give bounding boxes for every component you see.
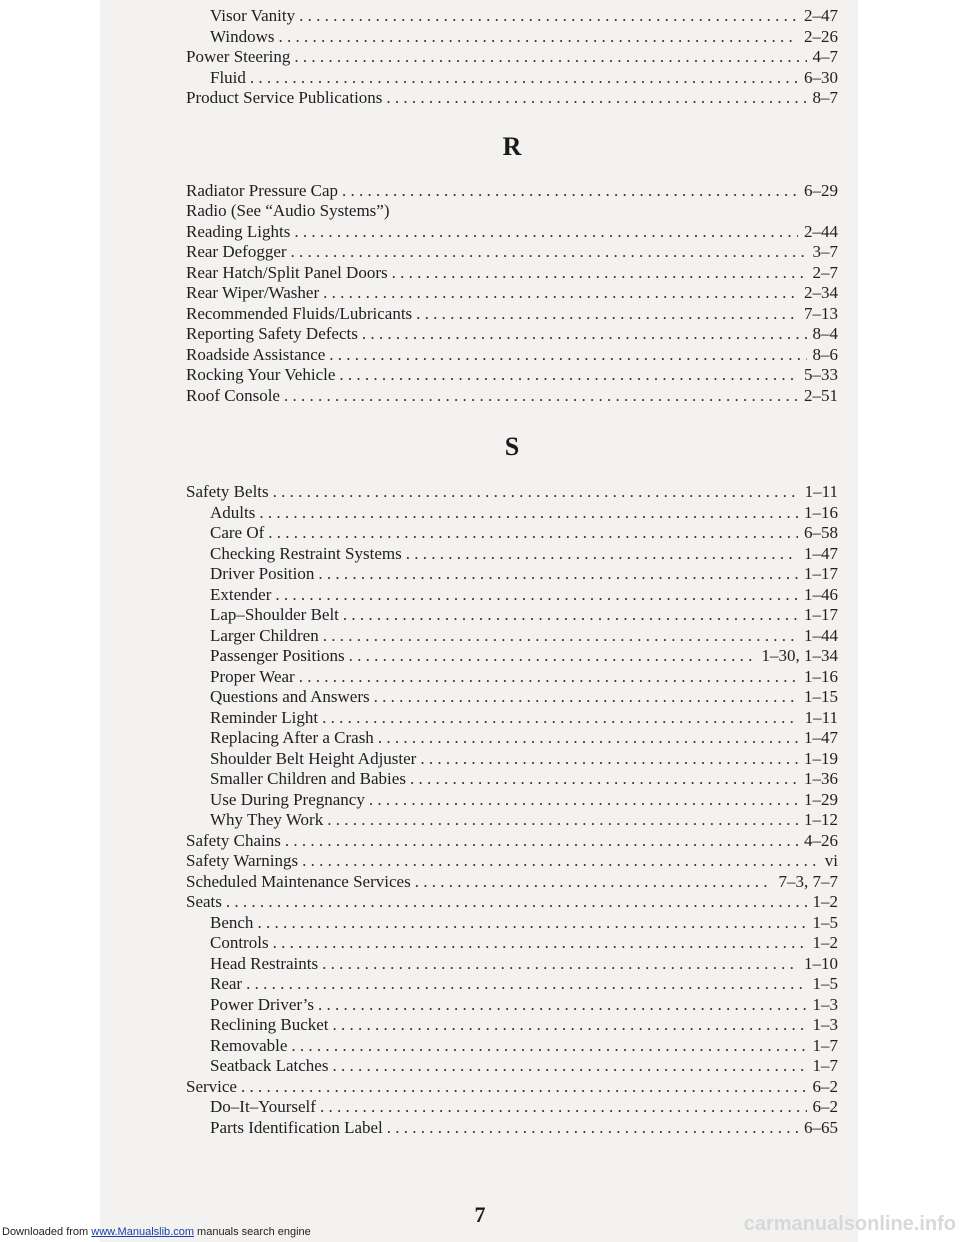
dot-leader bbox=[259, 503, 798, 524]
entry-page-ref: 1–3 bbox=[812, 1015, 838, 1034]
index-entry bbox=[186, 728, 838, 749]
index-entry bbox=[186, 304, 838, 325]
entry-page-ref: 1–29 bbox=[804, 789, 838, 809]
index-entry bbox=[186, 1036, 838, 1057]
entry-label: Reminder Light bbox=[210, 707, 319, 727]
dot-leader bbox=[323, 626, 798, 647]
dot-leader bbox=[257, 913, 806, 934]
entry-label: Replacing After a Crash bbox=[210, 728, 374, 747]
entry-page-ref: 5–33 bbox=[804, 365, 838, 384]
download-source-note bbox=[2, 1226, 311, 1238]
index-entry bbox=[186, 1097, 838, 1118]
top-entries bbox=[186, 6, 838, 109]
entry-page-ref: 1–44 bbox=[804, 625, 838, 645]
entry-label: Smaller Children and Babies bbox=[210, 769, 406, 788]
entry-label: Proper Wear bbox=[210, 666, 295, 686]
dot-leader bbox=[369, 790, 798, 811]
entry-label: Passenger Positions bbox=[210, 646, 345, 665]
index-entry bbox=[186, 283, 838, 304]
entry-page-ref: 1–2 bbox=[812, 933, 838, 952]
entry-page-ref: 1–16 bbox=[804, 666, 838, 686]
dot-leader bbox=[386, 88, 806, 109]
entry-page-ref: 6–29 bbox=[804, 180, 838, 200]
index-entry bbox=[186, 47, 838, 68]
entry-page-ref: 1–2 bbox=[812, 892, 838, 911]
section-r-entries bbox=[186, 181, 838, 407]
entry-label: Checking Restraint Systems bbox=[210, 543, 402, 563]
entry-page-ref: 1–3 bbox=[812, 994, 838, 1014]
entry-label: Larger Children bbox=[210, 625, 319, 645]
entry-page-ref: vi bbox=[824, 851, 838, 870]
entry-page-ref: 4–26 bbox=[804, 830, 838, 850]
index-entry bbox=[186, 503, 838, 524]
index-entry bbox=[186, 263, 838, 284]
entry-label: Radio (See “Audio Systems”) bbox=[186, 201, 390, 220]
dot-leader bbox=[273, 482, 799, 503]
dot-leader bbox=[378, 728, 798, 749]
entry-page-ref: 8–6 bbox=[812, 344, 838, 364]
index-entry bbox=[186, 974, 838, 995]
index-entry bbox=[186, 831, 838, 852]
entry-label: Safety Warnings bbox=[186, 851, 299, 870]
entry-label: Rocking Your Vehicle bbox=[186, 365, 336, 384]
index-entry bbox=[186, 708, 838, 729]
index-entry bbox=[186, 872, 838, 893]
dot-leader bbox=[275, 585, 798, 606]
entry-label: Roadside Assistance bbox=[186, 344, 326, 364]
index-entry bbox=[186, 345, 838, 366]
dot-leader bbox=[410, 769, 798, 790]
dot-leader bbox=[241, 1077, 807, 1098]
entry-label: Do–It–Yourself bbox=[210, 1097, 316, 1116]
dot-leader bbox=[268, 523, 798, 544]
dot-leader bbox=[415, 872, 773, 893]
page-number: 7 bbox=[474, 1202, 486, 1227]
entry-page-ref: 1–7 bbox=[812, 1035, 838, 1055]
dot-leader bbox=[285, 831, 798, 852]
section-heading-s: S bbox=[504, 432, 520, 461]
index-entry bbox=[186, 769, 838, 790]
dot-leader bbox=[362, 324, 807, 345]
index-entry bbox=[186, 667, 838, 688]
entry-page-ref: 1–17 bbox=[804, 605, 838, 624]
entry-label: Reporting Safety Defects bbox=[186, 324, 358, 343]
index-entry bbox=[186, 68, 838, 89]
dot-leader bbox=[392, 263, 807, 284]
entry-label: Reclining Bucket bbox=[210, 1015, 329, 1034]
dot-leader bbox=[318, 564, 798, 585]
entry-label: Rear Defogger bbox=[186, 242, 287, 261]
index-entry bbox=[186, 646, 838, 667]
index-column bbox=[186, 6, 838, 1138]
index-entry bbox=[186, 201, 838, 222]
index-entry bbox=[186, 626, 838, 647]
entry-page-ref: 2–47 bbox=[804, 6, 838, 25]
download-prefix: Downloaded from bbox=[2, 1226, 92, 1238]
index-entry bbox=[186, 687, 838, 708]
index-entry bbox=[186, 324, 838, 345]
entry-page-ref: 2–51 bbox=[804, 385, 838, 405]
entry-label: Shoulder Belt Height Adjuster bbox=[210, 748, 417, 768]
index-entry bbox=[186, 1015, 838, 1036]
index-entry bbox=[186, 6, 838, 27]
dot-leader bbox=[349, 646, 756, 667]
index-entry bbox=[186, 585, 838, 606]
entry-page-ref: 1–15 bbox=[804, 687, 838, 706]
entry-label: Bench bbox=[210, 912, 254, 932]
entry-page-ref: 4–7 bbox=[812, 47, 838, 66]
section-heading-r: R bbox=[502, 131, 522, 161]
index-entry bbox=[186, 810, 838, 831]
entry-label: Seats bbox=[186, 892, 222, 911]
entry-page-ref: 8–7 bbox=[812, 88, 838, 107]
dot-leader bbox=[250, 68, 798, 89]
entry-page-ref: 1–17 bbox=[804, 564, 838, 583]
entry-page-ref: 1–19 bbox=[804, 748, 838, 768]
download-suffix: manuals search engine bbox=[193, 1226, 311, 1238]
entry-page-ref: 6–30 bbox=[804, 67, 838, 87]
entry-label: Parts Identification Label bbox=[210, 1117, 383, 1137]
index-entry bbox=[186, 386, 838, 407]
index-entry bbox=[186, 523, 838, 544]
index-entry bbox=[186, 749, 838, 770]
entry-label: Use During Pregnancy bbox=[210, 789, 365, 809]
dot-leader bbox=[387, 1118, 798, 1139]
entry-page-ref: 2–7 bbox=[812, 262, 838, 282]
dot-leader bbox=[327, 810, 798, 831]
entry-label: Head Restraints bbox=[210, 953, 319, 973]
entry-label: Roof Console bbox=[186, 385, 280, 405]
site-watermark: carmanualsonline.info bbox=[743, 1213, 956, 1235]
dot-leader bbox=[320, 1097, 807, 1118]
entry-page-ref: 1–46 bbox=[804, 584, 838, 604]
entry-label: Controls bbox=[210, 933, 269, 952]
entry-page-ref: 8–4 bbox=[812, 324, 838, 343]
dot-leader bbox=[374, 687, 798, 708]
index-entry bbox=[186, 995, 838, 1016]
entry-label: Rear Hatch/Split Panel Doors bbox=[186, 262, 388, 282]
entry-page-ref: 1–30, 1–34 bbox=[761, 646, 838, 665]
dot-leader bbox=[416, 304, 798, 325]
dot-leader bbox=[294, 222, 798, 243]
index-entry bbox=[186, 1056, 838, 1077]
dot-leader bbox=[323, 283, 798, 304]
entry-page-ref: 1–36 bbox=[804, 769, 838, 788]
entry-page-ref: 2–44 bbox=[804, 221, 838, 241]
index-entry bbox=[186, 954, 838, 975]
entry-label: Care Of bbox=[210, 523, 265, 542]
index-entry bbox=[186, 605, 838, 626]
entry-page-ref: 1–11 bbox=[804, 707, 838, 727]
entry-page-ref: 6–58 bbox=[804, 523, 838, 542]
entry-page-ref: 1–47 bbox=[804, 543, 838, 563]
entry-label: Power Driver’s bbox=[210, 994, 315, 1014]
entry-label: Safety Chains bbox=[186, 830, 281, 850]
entry-label: Radiator Pressure Cap bbox=[186, 180, 339, 200]
entry-label: Windows bbox=[210, 26, 275, 46]
entry-label: Rear bbox=[210, 974, 243, 993]
index-entry bbox=[186, 790, 838, 811]
entry-label: Product Service Publications bbox=[186, 88, 383, 107]
entry-label: Questions and Answers bbox=[210, 687, 370, 706]
manualslib-link[interactable]: www.Manualslib.com bbox=[91, 1226, 194, 1238]
index-entry bbox=[186, 365, 838, 386]
dot-leader bbox=[302, 851, 819, 872]
dot-leader bbox=[322, 708, 799, 729]
entry-label: Removable bbox=[210, 1035, 288, 1055]
entry-label: Visor Vanity bbox=[210, 6, 296, 25]
dot-leader bbox=[226, 892, 807, 913]
index-entry bbox=[186, 913, 838, 934]
entry-label: Fluid bbox=[210, 67, 246, 87]
dot-leader bbox=[246, 974, 806, 995]
entry-page-ref: 2–26 bbox=[804, 26, 838, 46]
entry-page-ref: 1–5 bbox=[812, 974, 838, 993]
index-entry bbox=[186, 892, 838, 913]
dot-leader bbox=[420, 749, 798, 770]
dot-leader bbox=[291, 242, 807, 263]
index-entry bbox=[186, 544, 838, 565]
entry-page-ref: 2–34 bbox=[804, 283, 838, 302]
dot-leader bbox=[294, 47, 806, 68]
entry-label: Driver Position bbox=[210, 564, 315, 583]
dot-leader bbox=[406, 544, 798, 565]
entry-page-ref: 1–16 bbox=[804, 502, 838, 522]
index-entry bbox=[186, 88, 838, 109]
dot-leader bbox=[322, 954, 798, 975]
entry-page-ref: 6–65 bbox=[804, 1117, 838, 1137]
dot-leader bbox=[273, 933, 807, 954]
dot-leader bbox=[291, 1036, 806, 1057]
dot-leader bbox=[278, 27, 798, 48]
dot-leader bbox=[339, 365, 798, 386]
section-s-entries bbox=[186, 482, 838, 1138]
entry-label: Safety Belts bbox=[186, 482, 269, 501]
entry-label: Scheduled Maintenance Services bbox=[186, 871, 411, 891]
dot-leader bbox=[343, 605, 798, 626]
entry-page-ref: 6–2 bbox=[812, 1097, 838, 1116]
index-entry bbox=[186, 482, 838, 503]
entry-label: Recommended Fluids/Lubricants bbox=[186, 303, 413, 323]
index-entry bbox=[186, 933, 838, 954]
entry-page-ref: 1–5 bbox=[812, 912, 838, 932]
entry-page-ref: 1–11 bbox=[804, 482, 838, 501]
entry-label: Lap–Shoulder Belt bbox=[210, 605, 339, 624]
entry-label: Seatback Latches bbox=[210, 1056, 329, 1075]
entry-label: Why They Work bbox=[210, 810, 324, 829]
index-entry bbox=[186, 242, 838, 263]
index-entry bbox=[186, 564, 838, 585]
entry-page-ref: 1–12 bbox=[804, 810, 838, 829]
entry-label: Rear Wiper/Washer bbox=[186, 283, 320, 302]
entry-page-ref: 1–47 bbox=[804, 728, 838, 747]
dot-leader bbox=[318, 995, 806, 1016]
index-entry bbox=[186, 1118, 838, 1139]
entry-label: Power Steering bbox=[186, 47, 291, 66]
dot-leader bbox=[284, 386, 798, 407]
entry-page-ref: 6–2 bbox=[812, 1076, 838, 1096]
entry-page-ref: 1–10 bbox=[804, 953, 838, 973]
dot-leader bbox=[299, 6, 798, 27]
index-entry bbox=[186, 851, 838, 872]
dot-leader bbox=[299, 667, 798, 688]
entry-label: Service bbox=[186, 1076, 237, 1096]
entry-page-ref: 3–7 bbox=[812, 242, 838, 261]
index-entry bbox=[186, 181, 838, 202]
entry-page-ref: 1–7 bbox=[812, 1056, 838, 1075]
entry-label: Adults bbox=[210, 502, 256, 522]
index-entry bbox=[186, 222, 838, 243]
dot-leader bbox=[329, 345, 806, 366]
entry-label: Extender bbox=[210, 584, 272, 604]
dot-leader bbox=[333, 1015, 807, 1036]
entry-page-ref: 7–13 bbox=[804, 303, 838, 323]
index-entry bbox=[186, 27, 838, 48]
entry-label: Reading Lights bbox=[186, 221, 291, 241]
dot-leader bbox=[342, 181, 798, 202]
index-entry bbox=[186, 1077, 838, 1098]
dot-leader bbox=[332, 1056, 806, 1077]
entry-page-ref: 7–3, 7–7 bbox=[778, 871, 838, 891]
